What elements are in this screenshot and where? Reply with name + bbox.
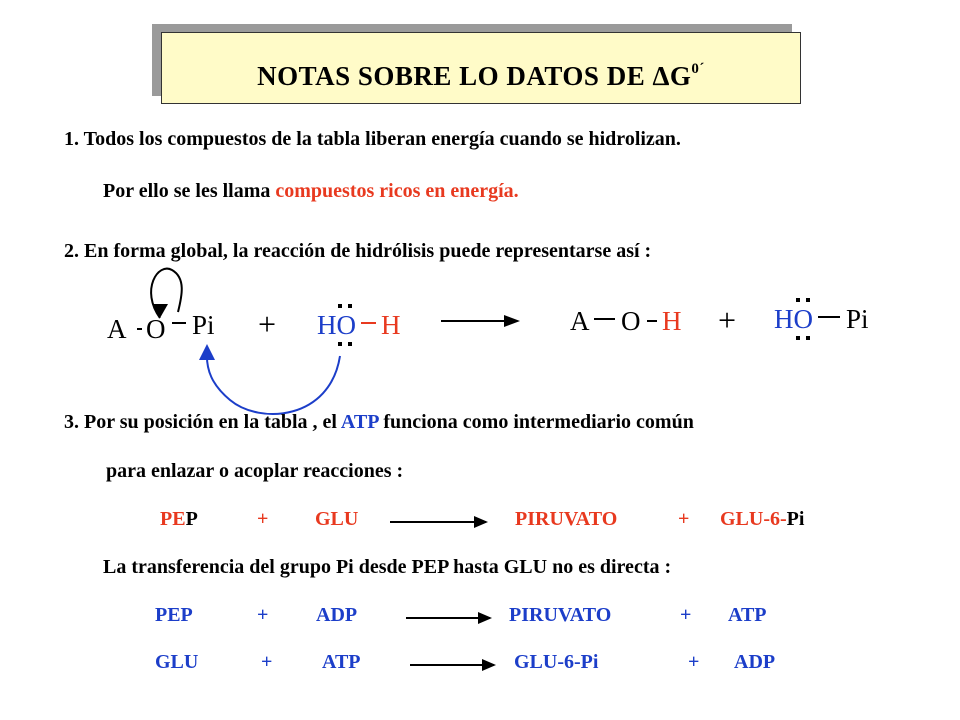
title-superscript: 0´	[691, 61, 705, 77]
note3-line1-suffix: funciona como intermediario común	[378, 411, 694, 433]
product-h: H	[662, 306, 682, 336]
eq1-piruvato: PIRUVATO	[515, 508, 618, 530]
eq3-glu: GLU	[155, 651, 199, 673]
eq1-plus2: +	[678, 508, 690, 530]
eq3-arrow	[410, 664, 494, 666]
eq3-atp: ATP	[322, 651, 361, 673]
product-o: O	[621, 306, 641, 336]
title-text: NOTAS SOBRE LO DATOS DE	[257, 61, 653, 91]
eq3-plus: +	[261, 651, 273, 673]
eq2-plus: +	[257, 604, 269, 626]
eq2-adp: ADP	[316, 604, 358, 626]
plus-products: +	[718, 302, 737, 338]
reactant-o: O	[146, 314, 166, 344]
product-ho: HO	[774, 304, 813, 334]
eq1-pep-red: PE	[160, 508, 186, 530]
eq3-plus2: +	[688, 651, 700, 673]
eq2-atp: ATP	[728, 604, 767, 626]
eq1-glu6pi-black: Pi	[786, 508, 805, 530]
product-pi: Pi	[846, 304, 869, 334]
transfer-note: La transferencia del grupo Pi desde PEP hasta GLU no es directa :	[103, 556, 672, 578]
eq1-glu: GLU	[315, 508, 359, 530]
eq3-glu6pi: GLU-6-Pi	[514, 651, 599, 673]
eq1-pep-black: P	[185, 508, 198, 530]
note1-line2-prefix: Por ello se les llama	[103, 180, 276, 202]
title-delta: ΔG	[652, 61, 692, 91]
curved-arrow-bottom-head	[199, 344, 215, 360]
water-h: H	[381, 310, 401, 340]
eq1-pep	[160, 508, 198, 531]
curved-arrow-bottom	[207, 352, 340, 414]
note1-highlight: compuestos ricos en energía.	[275, 180, 519, 202]
reaction-arrow-head	[504, 315, 520, 327]
eq2-pep: PEP	[155, 604, 193, 626]
eq2-piruvato: PIRUVATO	[509, 604, 612, 626]
note3-atp: ATP	[340, 411, 379, 433]
eq1-glu6pi	[720, 508, 804, 531]
reactant-a: A	[107, 314, 127, 344]
note3-line1	[64, 411, 694, 434]
note1-line1: 1. Todos los compuestos de la tabla liberan energía cuando se hidrolizan.	[64, 128, 681, 150]
note2-line1: 2. En forma global, la reacción de hidrólisis puede representarse así :	[64, 240, 652, 262]
note3-line2: para enlazar o acoplar reacciones :	[106, 460, 404, 482]
reactant-pi: Pi	[192, 310, 215, 340]
eq2-arrow	[406, 617, 490, 619]
eq2-plus2: +	[680, 604, 692, 626]
product-a: A	[570, 306, 590, 336]
water-ho: HO	[317, 310, 356, 340]
curved-arrow-top	[151, 269, 182, 318]
eq1-plus: +	[257, 508, 269, 530]
eq1-arrow	[390, 521, 486, 523]
plus-reactants: +	[258, 306, 277, 342]
eq3-adp: ADP	[734, 651, 776, 673]
note3-line1-prefix: 3. Por su posición en la tabla , el	[64, 411, 341, 433]
eq1-glu6pi-red: GLU-6-	[720, 508, 787, 530]
